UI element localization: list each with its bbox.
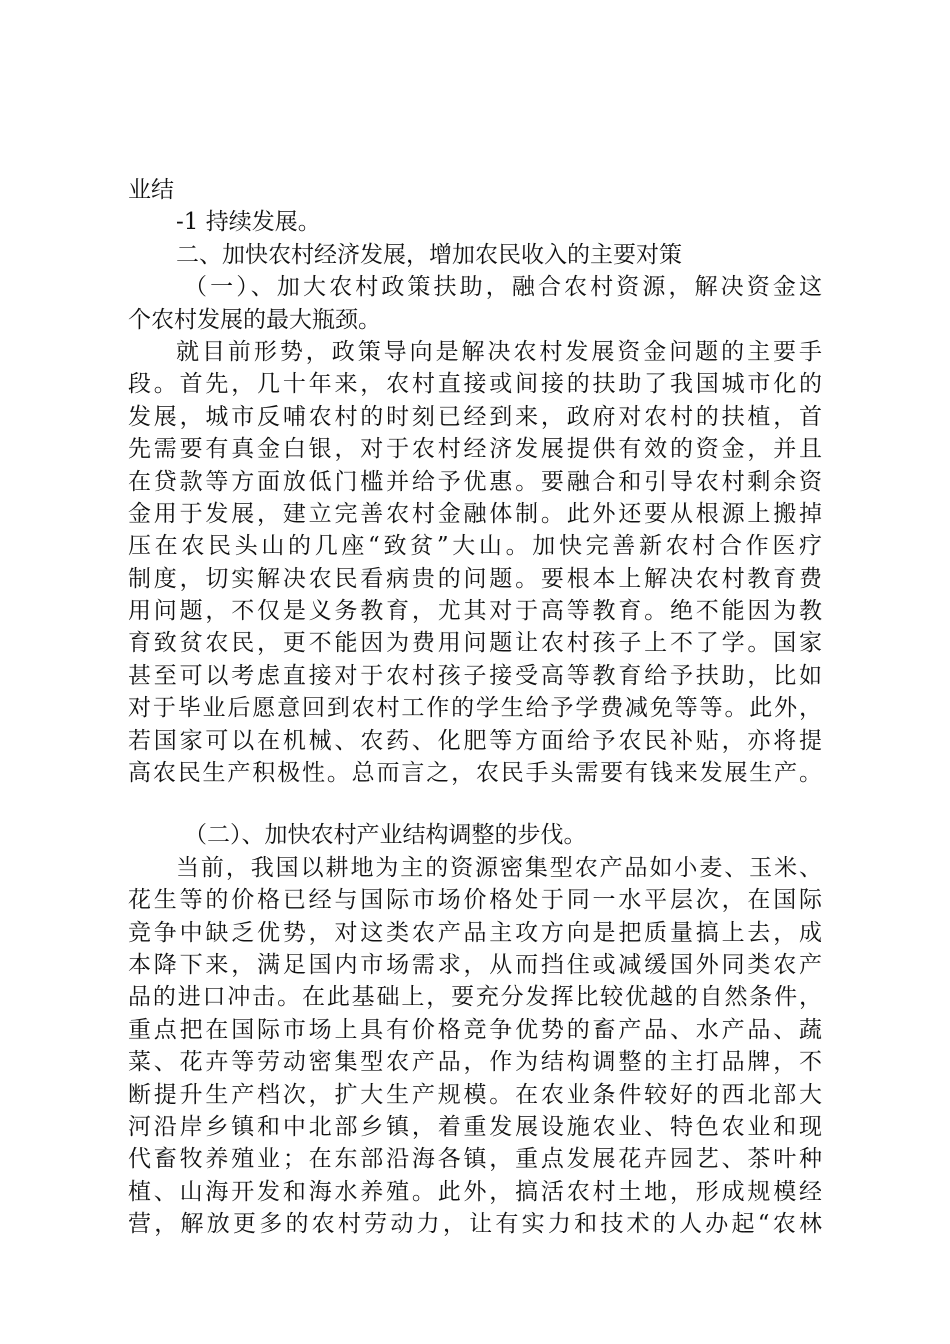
text-line: 菜、花卉等劳动密集型农产品，作为结构调整的主打品牌，不 [128, 1049, 822, 1076]
subsection-heading: （二）、加快农村产业结构调整的步伐。 [184, 822, 587, 849]
text-line: 竞争中缺乏优势，对这类农产品主攻方向是把质量搞上去，成 [128, 919, 822, 946]
text-line: 压在农民头山的几座“致贫”大山。加快完善新农村合作医疗 [128, 533, 822, 560]
text-line: 营，解放更多的农村劳动力，让有实力和技术的人办起“农林 [128, 1211, 822, 1238]
text-line: 本降下来，满足国内市场需求，从而挡住或减缓国外同类农产 [128, 951, 822, 978]
text-line: 段。首先，几十年来，农村直接或间接的扶助了我国城市化的 [128, 371, 822, 398]
paragraph-gap [128, 789, 822, 819]
text-line: 品的进口冲击。在此基础上，要充分发挥比较优越的自然条件， [128, 984, 822, 1011]
text-line: 金用于发展，建立完善农村金融体制。此外还要从根源上搬掉 [128, 500, 822, 527]
text-line: 用问题，不仅是义务教育，尤其对于高等教育。绝不能因为教 [128, 598, 822, 625]
text-line: 制度，切实解决农民看病贵的问题。要根本上解决农村教育费 [128, 565, 822, 592]
subsection-heading-cont: 个农村发展的最大瓶颈。 [128, 306, 381, 333]
text-line: 花生等的价格已经与国际市场价格处于同一水平层次，在国际 [128, 887, 822, 914]
text-line: 植、山海开发和海水养殖。此外，搞活农村土地，形成规模经 [128, 1178, 822, 1205]
text-line: 发展，城市反哺农村的时刻已经到来，政府对农村的扶植，首 [128, 403, 822, 430]
text-line: 育致贫农民，更不能因为费用问题让农村孩子上不了学。国家 [128, 630, 822, 657]
text-line: 高农民生产积极性。总而言之，农民手头需要有钱来发展生产。 [128, 760, 822, 787]
document-body [128, 174, 822, 1241]
text-line: 就目前形势，政策导向是解决农村发展资金问题的主要手 [176, 338, 822, 365]
text-line: -1 持续发展。 [176, 209, 321, 236]
text-line: 代畜牧养殖业；在东部沿海各镇，重点发展花卉园艺、茶叶种 [128, 1146, 822, 1173]
subsection-heading: （一）、加大农村政策扶助，融合农村资源，解决资金这 [184, 274, 822, 301]
text-line: 重点把在国际市场上具有价格竞争优势的畜产品、水产品、蔬 [128, 1016, 822, 1043]
text-line: 业结 [128, 177, 174, 203]
section-heading: 二、加快农村经济发展，增加农民收入的主要对策 [176, 241, 682, 268]
text-line: 若国家可以在机械、农药、化肥等方面给予农民补贴，亦将提 [128, 727, 822, 754]
text-line: 在贷款等方面放低门槛并给予优惠。要融合和引导农村剩余资 [128, 468, 822, 495]
text-line: 河沿岸乡镇和中北部乡镇，着重发展设施农业、特色农业和现 [128, 1113, 822, 1140]
text-line: 先需要有真金白银，对于农村经济发展提供有效的资金，并且 [128, 436, 822, 463]
text-line: 断提升生产档次，扩大生产规模。在农业条件较好的西北部大 [128, 1081, 822, 1108]
text-line: 对于毕业后愿意回到农村工作的学生给予学费减免等等。此外， [128, 695, 822, 722]
text-line: 甚至可以考虑直接对于农村孩子接受高等教育给予扶助，比如 [128, 662, 822, 689]
text-line: 当前，我国以耕地为主的资源密集型农产品如小麦、玉米、 [176, 854, 822, 881]
